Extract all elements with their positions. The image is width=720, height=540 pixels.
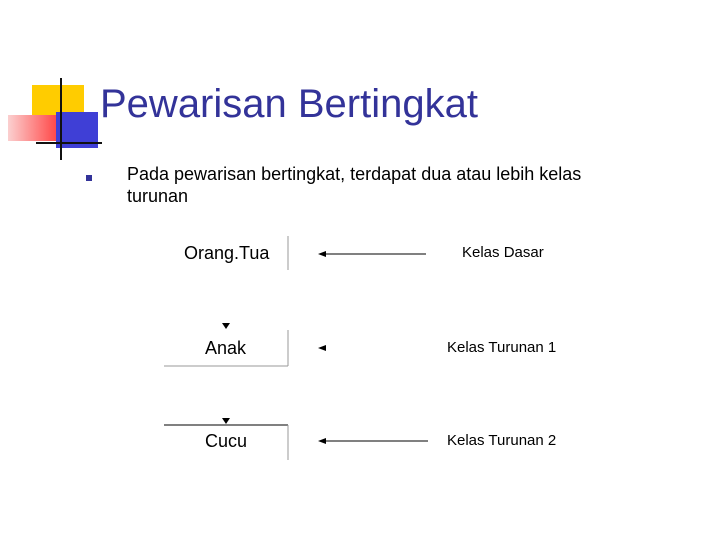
class-node-child: Anak — [205, 338, 247, 358]
arrow-head-3-icon — [318, 438, 326, 444]
label-kelas-turunan-2: Kelas Turunan 2 — [447, 432, 557, 449]
down-arrow-1-icon — [222, 323, 230, 329]
label-kelas-turunan-1: Kelas Turunan 1 — [447, 339, 557, 356]
label-kelas-dasar: Kelas Dasar — [462, 244, 544, 261]
class-node-grandchild: Cucu — [205, 431, 248, 451]
down-arrow-2-icon — [222, 418, 230, 424]
class-node-parent: Orang.Tua — [184, 243, 270, 263]
arrow-head-2-icon — [318, 345, 326, 351]
arrow-head-1-icon — [318, 251, 326, 257]
slide-title: Pewarisan Bertingkat — [100, 82, 478, 126]
bullet-text: Pada pewarisan bertingkat, terdapat dua atau lebih kelas turunan — [127, 164, 582, 206]
